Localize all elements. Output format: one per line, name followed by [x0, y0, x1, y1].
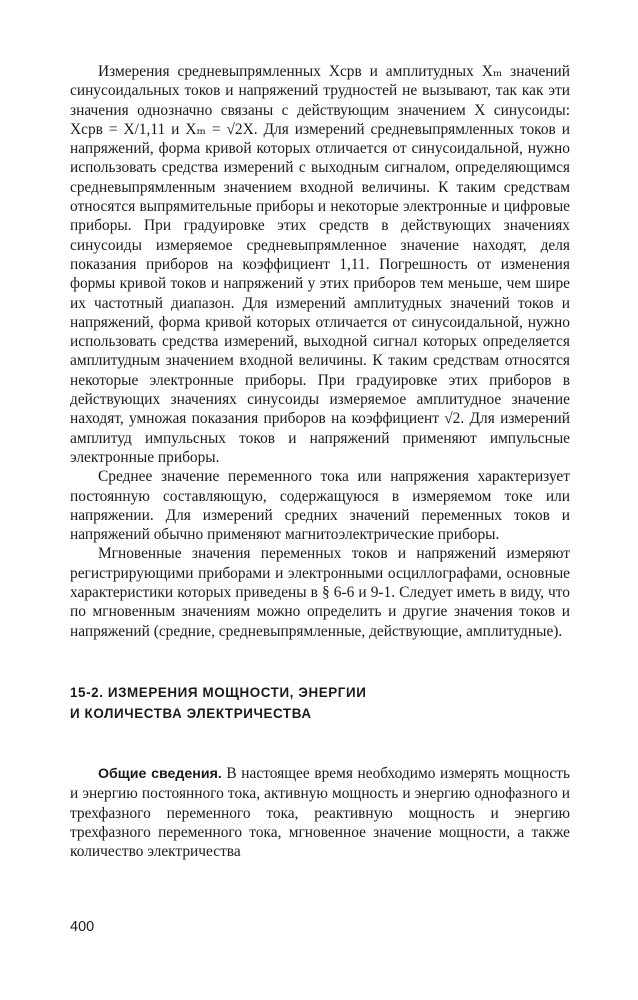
section-heading-line-2: И КОЛИЧЕСТВА ЭЛЕКТРИЧЕСТВА	[70, 705, 312, 721]
paragraph-average-values: Среднее значение переменного тока или напряжения характеризует постоянную составляющую, содержащуюся в измеряемом токе или напряжении. Для измерений средних значений переменных токов и напряжений обычно применяют магнитоэлектрические приборы.	[70, 468, 570, 544]
paragraph-general-info	[70, 764, 570, 861]
section-heading	[70, 682, 570, 724]
paragraph-rectified-and-peak-values: Измерения средневыпрямленных Xсрв и амплитудных Xₘ значений синусоидальных токов и напряжений трудностей не вызывают, так как эти значения однозначно связаны с действующим значением X синусоиды: Xсрв = X/1,11 и Xₘ = √2X. Для измерений средневыпрямленных токов и напряжений, форма кривой которых отличается от синусоидальной, нужно использовать средства измерений с выходным сигналом, определяющимся средневыпрямленным значением входной величины. К таким средствам относятся выпрямительные приборы и некоторые электронные и цифровые приборы. При градуировке этих средств в действующих значениях синусоиды измеряемое средневыпрямленное значение находят, деля показания приборов на коэффициент 1,11. Погрешность от изменения формы кривой токов и напряжений у этих приборов тем меньше, чем шире их частотный диапазон. Для измерений амплитудных значений токов и напряжений, форма кривой которых отличается от синусоидальной, нужно использовать средства измерений, выходной сигнал которых определяется амплитудным значением входной величины. К таким средствам относятся некоторые электронные приборы. При градуировке этих приборов в действующих значениях синусоиды измеряемое амплитудное значение находят, умножая показания приборов на коэффициент √2. Для измерений амплитуд импульсных токов и напряжений применяют импульсные электронные приборы.	[70, 63, 570, 466]
run-in-heading: Общие сведения.	[98, 765, 222, 782]
page-number: 400	[70, 919, 95, 935]
general-info-text: В настоящее время необходимо измерять мощность и энергию постоянного тока, активную мощность и энергию однофазного и трехфазного переменного тока, реактивную мощность и энергию трехфазного переменного тока, мгновенное значение мощности, а также количество электричества	[70, 764, 570, 861]
page-content	[70, 62, 570, 861]
section-heading-line-1: 15-2. ИЗМЕРЕНИЯ МОЩНОСТИ, ЭНЕРГИИ	[70, 684, 367, 700]
paragraph-instantaneous-values: Мгновенные значения переменных токов и напряжений измеряют регистрирующими приборами и электронными осциллографами, основные характеристики которых приведены в § 6-6 и 9-1. Следует иметь в виду, что по мгновенным значениям можно определить и другие значения токов и напряжений (средние, средневыпрямленные, действующие, амплитудные).	[70, 545, 570, 640]
